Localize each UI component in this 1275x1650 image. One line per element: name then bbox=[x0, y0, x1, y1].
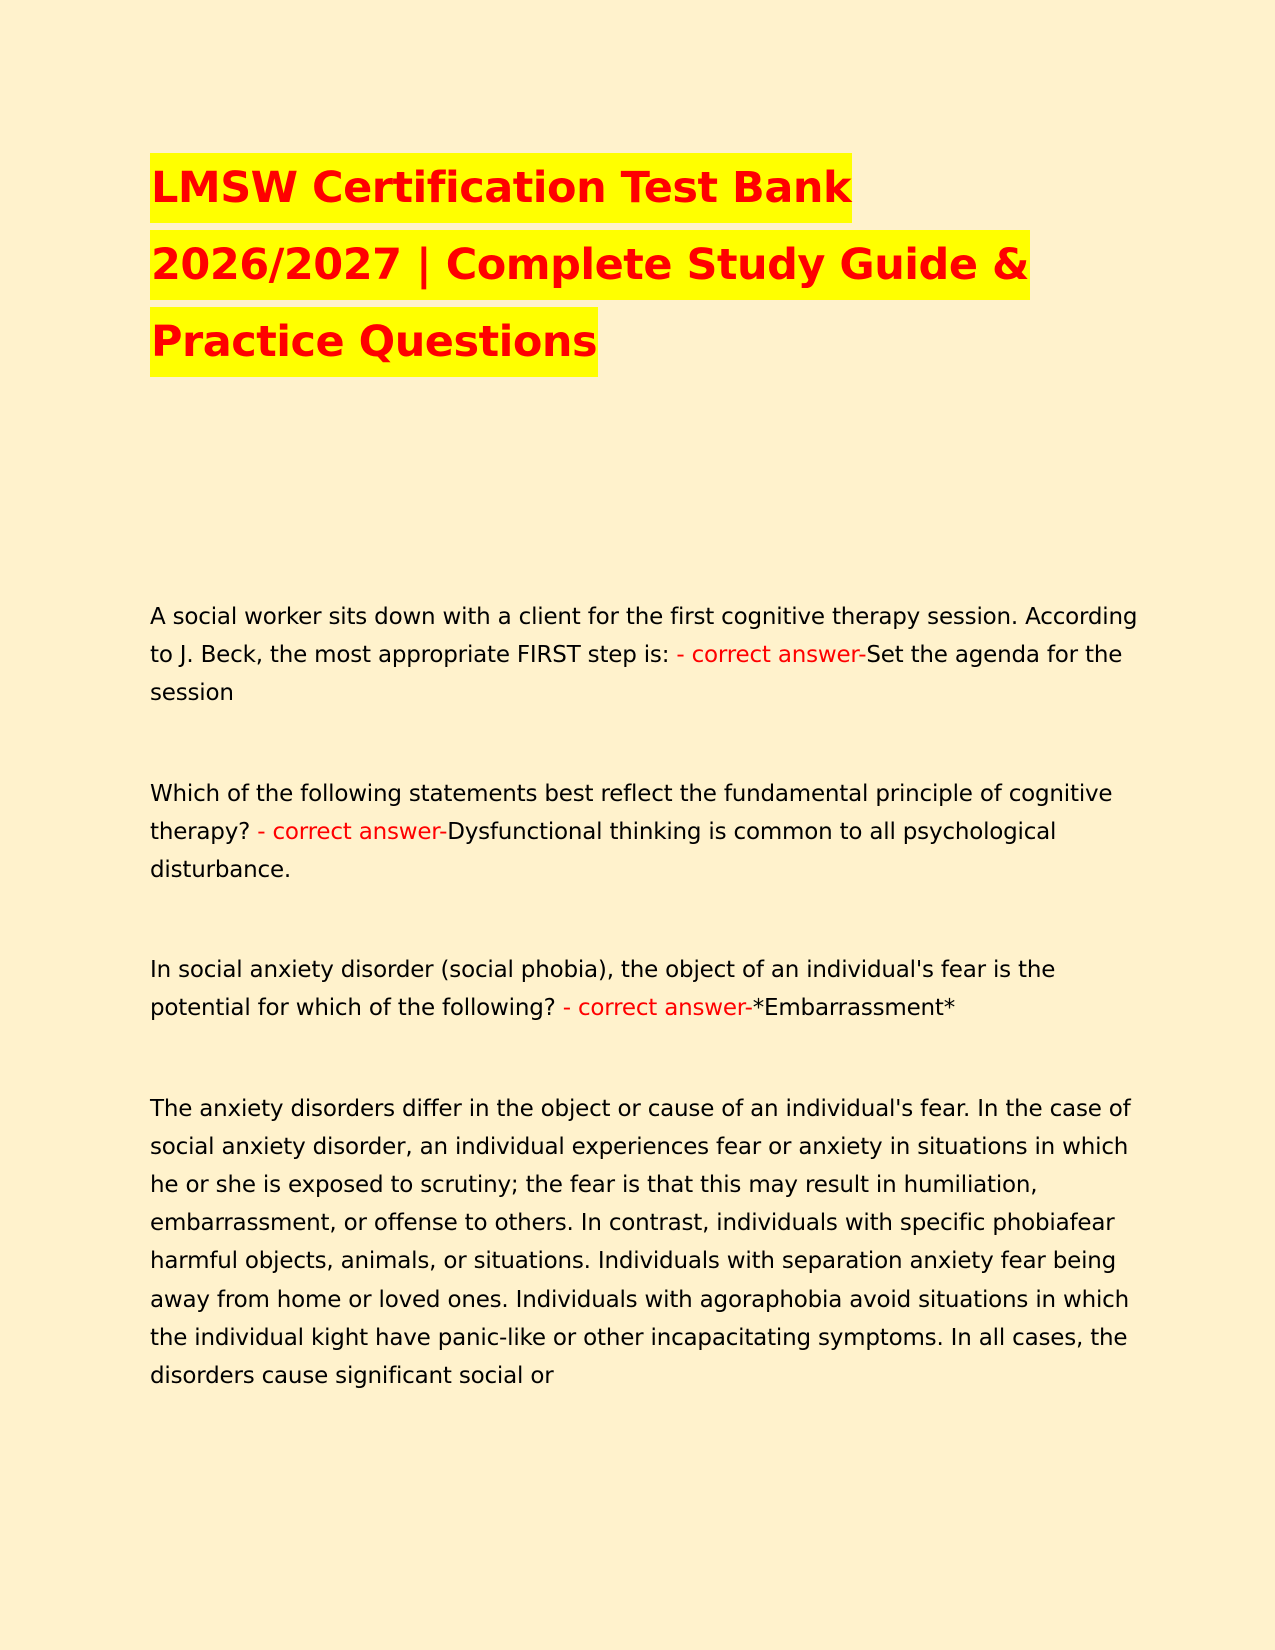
document-title bbox=[150, 150, 1140, 381]
answer-text: Dysfunctional thinking is common to all psychological disturbance. bbox=[150, 818, 1057, 884]
answer-marker: - correct answer- bbox=[676, 642, 867, 669]
question-item bbox=[150, 775, 1140, 890]
title-line-2: 2026/2027 | Complete Study Guide & bbox=[150, 230, 1030, 300]
explanation-paragraph: The anxiety disorders differ in the object or cause of an individual's fear. In the case of social anxiety disorder, an individual experiences fear or anxiety in situations in which he or she is exposed to scrutiny; the fear is that this may result in humiliation, embarrassment, or offense to others. In contrast, individuals with specific phobiafear harmful objects, animals, or situations. Individuals with separation anxiety fear being away from home or loved ones. Individuals with agoraphobia avoid situations in which the individual kight have panic-like or other incapacitating symptoms. In all cases, the disorders cause significant social or bbox=[150, 1095, 1131, 1390]
answer-text: Set the agenda for the session bbox=[150, 642, 1123, 707]
document-header bbox=[150, 150, 1140, 381]
answer-marker: - correct answer- bbox=[257, 818, 448, 845]
title-line-1: LMSW Certification Test Bank bbox=[150, 153, 852, 223]
answer-marker: - correct answer- bbox=[562, 995, 753, 1022]
answer-text: *Embarrassment* bbox=[752, 995, 956, 1022]
question-item bbox=[150, 951, 1140, 1027]
question-list bbox=[150, 598, 1140, 1395]
question-item bbox=[150, 598, 1140, 713]
question-text: Which of the following statements best reflect the fundamental principle of cognitive therapy? bbox=[150, 780, 1113, 845]
question-text: A social worker sits down with a client for the first cognitive therapy session. According to J. Beck, the most appropriate FIRST step is: bbox=[150, 604, 1138, 669]
title-line-3: Practice Questions bbox=[150, 307, 598, 377]
question-text: In social anxiety disorder (social phobia), the object of an individual's fear is the potential for which of the following? bbox=[150, 957, 1056, 1022]
